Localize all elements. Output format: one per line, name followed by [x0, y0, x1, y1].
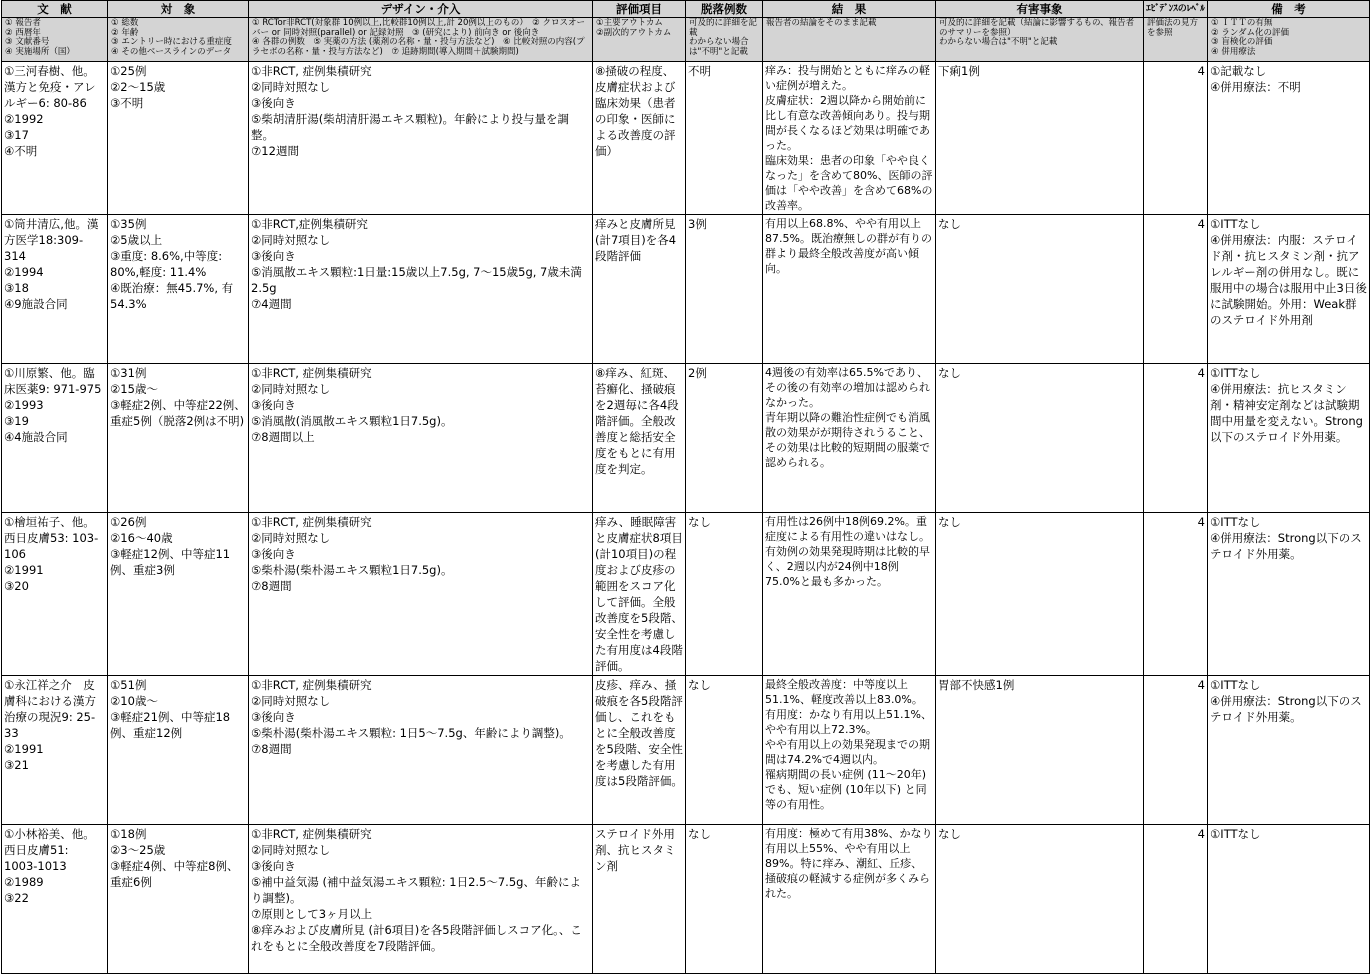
cell-hyoka [593, 825, 686, 974]
column-header-yugai: 有害事象 [936, 1, 1144, 18]
cell-line: ②1993 [4, 398, 44, 412]
cell-biko [1208, 513, 1370, 676]
cell-line: ⑦8週間 [251, 579, 292, 593]
cell-taisho [108, 676, 249, 825]
cell-line: ③21 [4, 758, 29, 772]
cell-datsuraku [686, 825, 763, 974]
cell-line: ⑤補中益気湯 (補中益気湯エキス顆粒: 1日2.5〜7.5g、年齢により調整)。 [251, 875, 581, 905]
cell-line: 4週後の有効率は65.5%であり、その後の有効率の増加は認められなかった。 [765, 366, 930, 409]
cell-line: ②同時対照なし [251, 531, 331, 545]
cell-bunken [2, 513, 108, 676]
cell-line: ①51例 [110, 678, 147, 692]
column-header-hyoka: 評価項目 [593, 1, 686, 18]
cell-yugai [936, 513, 1144, 676]
cell-taisho [108, 825, 249, 974]
cell-kekka [763, 62, 936, 215]
cell-design [249, 215, 593, 364]
column-subheader-design [249, 18, 593, 62]
table-row [2, 825, 1370, 974]
cell-taisho [108, 364, 249, 513]
cell-hyoka [593, 513, 686, 676]
cell-line: ⑦原則として3ヶ月以上 [251, 907, 373, 921]
column-header-taisho: 対 象 [108, 1, 249, 18]
cell-line: なし [688, 827, 711, 841]
cell-line: ③軽症21例、中等症18例、重症12例 [110, 710, 231, 740]
cell-biko [1208, 676, 1370, 825]
cell-bunken [2, 676, 108, 825]
column-header-datsuraku: 脱落例数 [686, 1, 763, 18]
cell-line: ①檜垣祐子、他。西日皮膚53: 103-106 [4, 515, 99, 561]
cell-line: ③不明 [110, 96, 144, 110]
subheader-line: ④ その他ベースラインのデータ [111, 46, 232, 57]
cell-bunken [2, 215, 108, 364]
subheader-line: わからない場合は"不明"と記載 [689, 37, 749, 57]
cell-yugai [936, 825, 1144, 974]
subheader-line: ③ 文献番号 [5, 37, 50, 48]
cell-bunken [2, 825, 108, 974]
cell-kekka [763, 825, 936, 974]
cell-line: ③22 [4, 891, 29, 905]
cell-line: ③18 [4, 281, 29, 295]
cell-line: ②同時対照なし [251, 382, 331, 396]
cell-line: 有用度：かなり有用以上51.1%、やや有用以上72.3%。 [765, 708, 932, 736]
cell-line: ⑧痒み、紅斑、苔癬化、掻破痕を2週毎に各4段階評価。全般改善度と総括安全度をもとに有用度を判定。 [595, 366, 679, 476]
column-subheader-kekka [763, 18, 936, 62]
cell-hyoka [593, 676, 686, 825]
subheader-line: ① 報告者 [5, 18, 41, 28]
cell-line: 痒み、睡眠障害と皮膚症状8項目(計10項目)の程度および皮疹の範囲をスコア化して評価。全般改善度を5段階、安全性を考慮した有用度は4段階評価。 [595, 515, 683, 673]
cell-line: ③20 [4, 579, 29, 593]
cell-datsuraku [686, 676, 763, 825]
cell-design [249, 825, 593, 974]
table-row [2, 513, 1370, 676]
cell-line: ②同時対照なし [251, 694, 331, 708]
cell-line: 最終全般改善度：中等度以上51.1%、軽度改善以上83.0%。 [765, 678, 923, 706]
cell-line: ①非RCT, 症例集積研究 [251, 64, 372, 78]
cell-line: ①記載なし [1210, 64, 1267, 78]
cell-line: ①26例 [110, 515, 147, 529]
cell-line: ⑤柴胡清肝湯(柴胡清肝湯エキス顆粒)。年齢により投与量を調整。 [251, 112, 570, 142]
cell-datsuraku [686, 215, 763, 364]
cell-line: なし [688, 678, 711, 692]
subheader-row [2, 18, 1370, 62]
cell-biko [1208, 215, 1370, 364]
cell-line: ①ITTなし [1210, 827, 1261, 841]
cell-line: ④併用療法：Strong以下のステロイド外用薬。 [1210, 694, 1362, 724]
cell-line: ①ITTなし [1210, 515, 1261, 529]
cell-line: ①ITTなし [1210, 217, 1261, 231]
cell-line: ⑦12週間 [251, 144, 299, 158]
cell-line: ③軽症4例、中等症8例、重症6例 [110, 859, 239, 889]
cell-line: なし [938, 515, 961, 529]
cell-line: ⑤消風散(消風散エキス顆粒1日7.5g)。 [251, 414, 453, 428]
cell-line: なし [938, 366, 961, 380]
subheader-line: ① RCTor非RCT(対象群 10例以上,比較群10例以上,計 20例以上のもの） ② クロスオーバー or 同時対照(parallel) or 記録対照 ③ (研究により) 前向き or 後向き [252, 18, 585, 38]
cell-line: ④9施設合同 [4, 297, 68, 311]
cell-line: ③後向き [251, 547, 296, 561]
cell-line: ②2〜15歳 [110, 80, 166, 94]
cell-line: ①31例 [110, 366, 147, 380]
header-row [2, 1, 1370, 18]
cell-line: ①非RCT, 症例集積研究 [251, 366, 372, 380]
cell-line: ①35例 [110, 217, 147, 231]
cell-line: 有用度：極めて有用38%、かなり有用以上55%、やや有用以上89%。特に痒み、潮紅、丘疹、掻破痕の軽減する症例が多くみられた。 [765, 827, 933, 900]
cell-biko [1208, 364, 1370, 513]
cell-kekka [763, 513, 936, 676]
cell-line: 不明 [688, 64, 711, 78]
cell-design [249, 62, 593, 215]
column-subheader-yugai [936, 18, 1144, 62]
cell-line: 有用以上68.8%、やや有用以上 87.5%。既治療無しの群が有りの群より最終全般改善度が高い傾向。 [765, 217, 932, 275]
cell-level: 4 [1144, 513, 1208, 676]
cell-line: 胃部不快感1例 [938, 678, 1015, 692]
column-subheader-level [1144, 18, 1208, 62]
cell-line: ②10歳〜 [110, 694, 158, 708]
column-subheader-bunken [2, 18, 108, 62]
cell-line: ③19 [4, 414, 29, 428]
cell-level: 4 [1144, 676, 1208, 825]
cell-line: 罹病期間の長い症例 (11〜20年)でも、短い症例 (10年以下) と同等の有用性。 [765, 768, 927, 811]
subheader-line: ④ 併用療法 [1211, 46, 1256, 57]
cell-line: ②1991 [4, 563, 44, 577]
cell-line: ④併用療法：Strong以下のステロイド外用薬。 [1210, 531, 1362, 561]
cell-kekka [763, 676, 936, 825]
cell-line: ステロイド外用剤、抗ヒスタミン剤 [595, 827, 676, 873]
cell-hyoka [593, 62, 686, 215]
cell-line: ②1994 [4, 265, 44, 279]
subheader-line: ①主要アウトカム [596, 18, 663, 28]
cell-line: 皮膚症状：2週以降から開始前に比し有意な改善傾向あり。投与期間が長くなるほど効果は明確であった。 [765, 94, 930, 152]
evidence-table [1, 0, 1370, 974]
cell-line: ②同時対照なし [251, 80, 331, 94]
table-body [2, 62, 1370, 974]
cell-line: なし [938, 827, 961, 841]
cell-biko [1208, 62, 1370, 215]
subheader-line: ① ＩＴＴの有無 [1211, 18, 1273, 28]
cell-taisho [108, 215, 249, 364]
cell-hyoka [593, 364, 686, 513]
cell-line: ②1992 [4, 112, 44, 126]
column-header-design: デザイン・介入 [249, 1, 593, 18]
cell-line: ④不明 [4, 144, 38, 158]
cell-line: ⑦8週間以上 [251, 430, 315, 444]
cell-line: なし [688, 515, 711, 529]
cell-line: 青年期以降の難治性症例でも消風散の効果がが期待されうること、その効果は比較的短期間の服薬で認められる。 [765, 411, 930, 469]
column-header-kekka: 結 果 [763, 1, 936, 18]
cell-line: ⑦4週間 [251, 297, 292, 311]
cell-line: 臨床効果：患者の印象「やや良くなった」を含めて80%、医師の評価は「やや改善」を含めて68%の改善率。 [765, 154, 933, 212]
cell-line: ③重度: 8.6%,中等度: 80%,軽度: 11.4% [110, 249, 223, 279]
cell-line: ①非RCT, 症例集積研究 [251, 678, 372, 692]
cell-line: 痒み：投与開始とともに痒みの軽い症例が増えた。 [765, 64, 930, 92]
cell-line: ①18例 [110, 827, 147, 841]
cell-line: ①非RCT, 症例集積研究 [251, 827, 372, 841]
cell-line: ①小林裕美、他。西日皮膚51: 1003-1013 [4, 827, 95, 873]
subheader-line: 報告者の結論をそのまま記載 [766, 18, 877, 28]
cell-line: ⑤柴朴湯(柴朴湯エキス顆粒: 1日5〜7.5g、年齢により調整)。 [251, 726, 571, 740]
cell-line: ④既治療：無45.7%, 有54.3% [110, 281, 234, 311]
cell-line: ①永江祥之介 皮膚科における漢方治療の現況9: 25-33 [4, 678, 96, 740]
cell-line: ⑤消風散エキス顆粒:1日量:15歳以上7.5g, 7〜15歳5g, 7歳未満2.5g [251, 265, 582, 295]
cell-line: ①非RCT, 症例集積研究 [251, 515, 372, 529]
subheader-line: ② 西暦年 [5, 27, 41, 38]
subheader-line: 評価法の見方を参照 [1147, 18, 1199, 38]
subheader-line: ① 総数 [111, 18, 139, 28]
cell-yugai [936, 62, 1144, 215]
cell-line: ⑧痒みおよび皮膚所見 (計6項目)を各5段階評価しスコア化。、これをもとに全般改善度を7段階評価。 [251, 923, 582, 953]
cell-level: 4 [1144, 215, 1208, 364]
table-row [2, 676, 1370, 825]
cell-line: なし [938, 217, 961, 231]
cell-line: ⑧掻破の程度、皮膚症状および臨床効果（患者の印象・医師による改善度の評価） [595, 64, 676, 158]
column-subheader-hyoka [593, 18, 686, 62]
cell-line: ③後向き [251, 710, 296, 724]
cell-line: ④併用療法：抗ヒスタミン剤・精神安定剤などは試験期間中用量を変えない。Strong以下のステロイド外用薬。 [1210, 382, 1363, 444]
cell-bunken [2, 364, 108, 513]
cell-line: やや有用以上の効果発現までの期間は74.2%で4週以内。 [765, 738, 930, 766]
cell-taisho [108, 62, 249, 215]
subheader-line: ④ 各群の例数 ⑤ 実薬の方法 (薬剤の名称・量・投与方法など) ⑥ 比較対照の内容(プラセボの名称・量・投与方法など) ⑦ 追跡期間(導入期間＋試験期間) [252, 37, 585, 57]
cell-line: ③軽症2例、中等症22例、重症5例（脱落2例は不明) [110, 398, 246, 428]
cell-kekka [763, 364, 936, 513]
cell-line: 皮疹、痒み、掻破痕を各5段階評価し、これをもとに全般改善度を5段階、安全性を考慮した有用度は5段階評価。 [595, 678, 683, 788]
cell-line: 痒みと皮膚所見(計7項目)を各4段階評価 [595, 217, 677, 263]
cell-kekka [763, 215, 936, 364]
cell-line: ②15歳〜 [110, 382, 158, 396]
cell-yugai [936, 215, 1144, 364]
subheader-line: ② ランダム化の評価 [1211, 27, 1289, 38]
cell-line: ①ITTなし [1210, 678, 1261, 692]
cell-bunken [2, 62, 108, 215]
cell-design [249, 364, 593, 513]
cell-hyoka [593, 215, 686, 364]
subheader-line: ③ エントリー時における重症度 [111, 37, 232, 48]
cell-level: 4 [1144, 364, 1208, 513]
cell-level: 4 [1144, 62, 1208, 215]
cell-line: ②1991 [4, 742, 44, 756]
cell-line: ⑤柴朴湯(柴朴湯エキス顆粒1日7.5g)。 [251, 563, 453, 577]
cell-line: 2例 [688, 366, 707, 380]
cell-line: ②1989 [4, 875, 44, 889]
cell-line: ④併用療法：不明 [1210, 80, 1301, 94]
subheader-line: ③ 盲検化の評価 [1211, 37, 1273, 48]
cell-line: ②同時対照なし [251, 233, 331, 247]
subheader-line: わからない場合は"不明"と記載 [939, 37, 1058, 48]
column-header-level: ｴﾋﾞﾃﾞﾝｽのﾚﾍﾞﾙ [1144, 1, 1208, 18]
cell-line: ①三河春樹、他。漢方と免疫・アレルギー6: 80-86 [4, 64, 96, 110]
cell-line: ③後向き [251, 859, 296, 873]
cell-design [249, 513, 593, 676]
subheader-line: ② 年齢 [111, 27, 139, 38]
cell-line: ④4施設合同 [4, 430, 68, 444]
cell-line: ③17 [4, 128, 29, 142]
cell-yugai [936, 676, 1144, 825]
cell-line: ②同時対照なし [251, 843, 331, 857]
column-subheader-taisho [108, 18, 249, 62]
cell-line: 有用性は26例中18例69.2%。重症度による有用性の違いはなし。有効例の効果発現時期は比較的早く、2週以内が24例中18例 75.0%と最も多かった。 [765, 515, 930, 588]
cell-line: ①ITTなし [1210, 366, 1261, 380]
cell-line: ③後向き [251, 398, 296, 412]
table-row [2, 62, 1370, 215]
cell-datsuraku [686, 513, 763, 676]
column-header-bunken: 文 献 [2, 1, 108, 18]
cell-line: ①筒井清広,他。漢方医学18:309-314 [4, 217, 99, 263]
column-header-biko: 備 考 [1208, 1, 1370, 18]
cell-level: 4 [1144, 825, 1208, 974]
cell-design [249, 676, 593, 825]
cell-line: ⑦8週間 [251, 742, 292, 756]
subheader-line: ②副次的アウトカム [596, 27, 672, 38]
cell-biko [1208, 825, 1370, 974]
cell-datsuraku [686, 62, 763, 215]
cell-line: ④併用療法：内服：ステロイド剤・抗ヒスタミン剤・抗アレルギー剤の併用なし。既に服用中の場合は服用中止3日後に試験開始。外用：Weak群のステロイド外用剤 [1210, 233, 1367, 327]
cell-taisho [108, 513, 249, 676]
column-subheader-biko [1208, 18, 1370, 62]
subheader-line: 可及的に詳細を記載 [689, 18, 758, 38]
subheader-line: 可及的に詳細を記載（結論に影響するもの、報告者のサマリーを参照） [939, 18, 1135, 38]
subheader-line: ④ 実施場所（国） [5, 46, 75, 57]
cell-line: ②3〜25歳 [110, 843, 166, 857]
column-subheader-datsuraku [686, 18, 763, 62]
cell-line: ③後向き [251, 249, 296, 263]
cell-line: ③軽症12例、中等症11例、重症3例 [110, 547, 231, 577]
cell-line: ②5歳以上 [110, 233, 163, 247]
cell-line: 3例 [688, 217, 707, 231]
cell-line: ①25例 [110, 64, 147, 78]
cell-line: ①川原繁、他。臨床医薬9: 971-975 [4, 366, 102, 396]
table-row [2, 215, 1370, 364]
cell-line: ①非RCT,症例集積研究 [251, 217, 368, 231]
table-row [2, 364, 1370, 513]
cell-yugai [936, 364, 1144, 513]
cell-line: ②16〜40歳 [110, 531, 173, 545]
cell-line: 下痢1例 [938, 64, 980, 78]
cell-datsuraku [686, 364, 763, 513]
cell-line: ③後向き [251, 96, 296, 110]
